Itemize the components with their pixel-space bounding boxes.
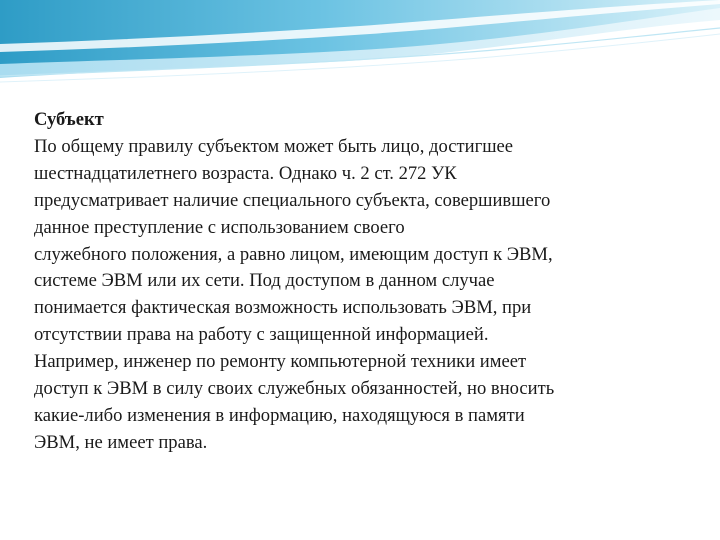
slide-heading: Субъект bbox=[34, 109, 104, 130]
body-line: Например, инженер по ремонту компьютерной техники имеет bbox=[34, 351, 527, 373]
body-line: отсутствии права на работу с защищенной информацией. bbox=[34, 324, 489, 346]
slide-content bbox=[34, 107, 674, 457]
slide-body bbox=[34, 134, 674, 457]
body-line: какие-либо изменения в информацию, находящуюся в памяти bbox=[34, 404, 525, 426]
body-line: шестнадцатилетнего возраста. Однако ч. 2 ст. 272 УК bbox=[34, 162, 457, 184]
decorative-wave-header bbox=[0, 0, 720, 120]
body-line: служебного положения, а равно лицом, имеющим доступ к ЭВМ, bbox=[34, 243, 553, 265]
body-line: ЭВМ, не имеет права. bbox=[34, 431, 208, 453]
body-line: доступ к ЭВМ в силу своих служебных обязанностей, но вносить bbox=[34, 378, 555, 400]
body-line: данное преступление с использованием своего bbox=[34, 216, 405, 238]
body-line: предусматривает наличие специального субъекта, совершившего bbox=[34, 189, 551, 211]
body-line: По общему правилу субъектом может быть лицо, достигшее bbox=[34, 135, 514, 157]
body-line: системе ЭВМ или их сети. Под доступом в данном случае bbox=[34, 270, 495, 292]
body-line: понимается фактическая возможность использовать ЭВМ, при bbox=[34, 297, 532, 319]
